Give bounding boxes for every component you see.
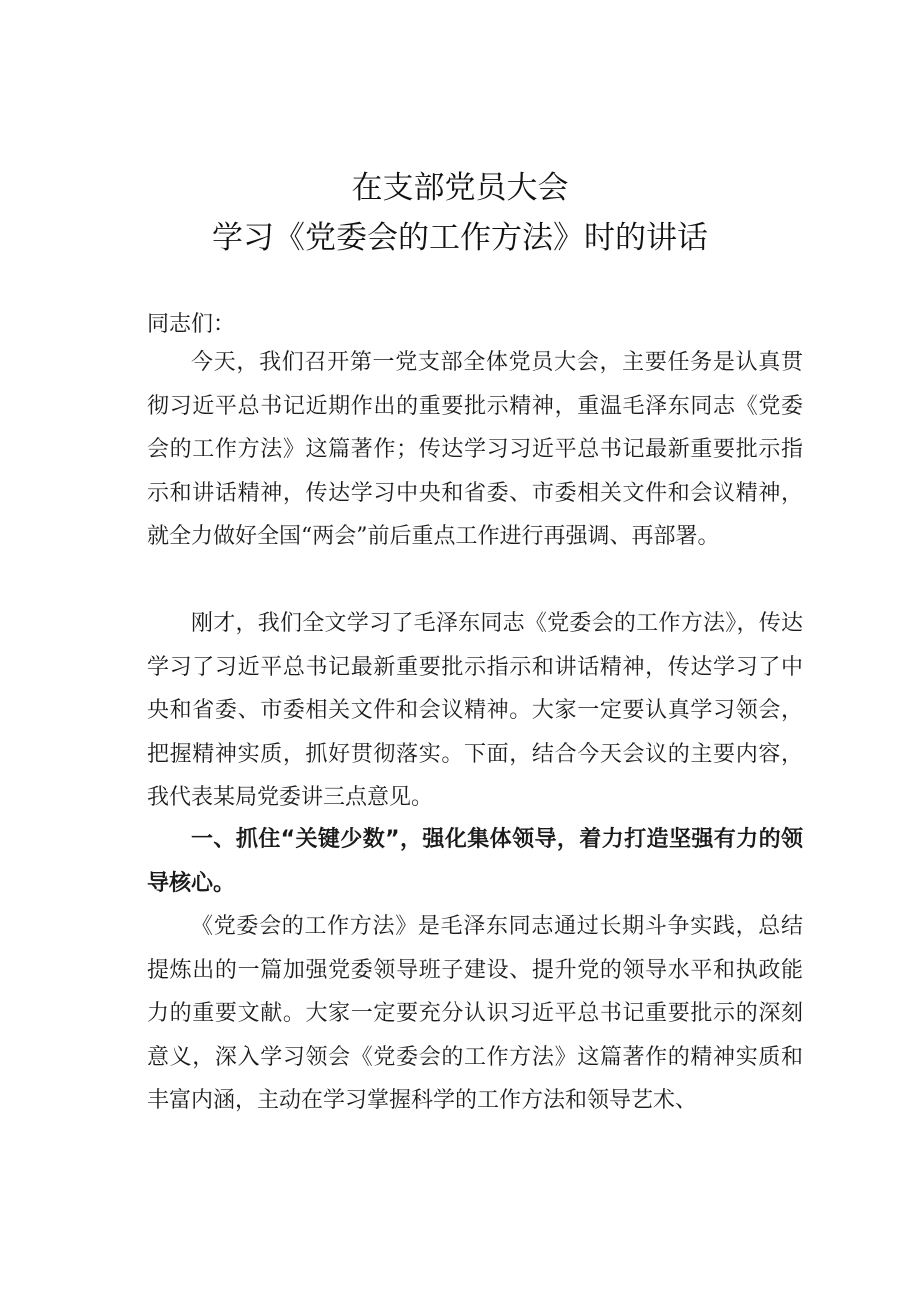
section-1-paragraph: 《党委会的工作方法》是毛泽东同志通过长期斗争实践，总结提炼出的一篇加强党委领导班子建设、提升党的领导水平和执政能力的重要文献。大家一定要充分认识习近平总书记重要批示的深刻意义，深入学习领会《党委会的工作方法》这篇著作的精神实质和丰富内涵，主动在学习掌握科学的工作方法和领导艺术、	[147, 914, 803, 1113]
document-title-line-2: 学习《党委会的工作方法》时的讲话	[212, 220, 708, 256]
salutation: 同志们：	[147, 312, 236, 337]
section-heading-1: 一、抓住“关键少数”，强化集体领导，着力打造坚强有力的领导核心。	[147, 827, 803, 896]
paragraph-opening: 今天，我们召开第一党支部全体党员大会，主要任务是认真贯彻习近平总书记近期作出的重要批示精神，重温毛泽东同志《党委会的工作方法》这篇著作；传达学习习近平总书记最新重要批示指示和讲话精神，传达学习中央和省委、市委相关文件和会议精神，就全力做好全国“两会”前后重点工作进行再强调、再部署。	[147, 350, 803, 549]
document-title-line-1: 在支部党员大会	[351, 170, 569, 206]
paragraph-summary: 刚才，我们全文学习了毛泽东同志《党委会的工作方法》，传达学习了习近平总书记最新重要批示指示和讲话精神，传达学习了中央和省委、市委相关文件和会议精神。大家一定要认真学习领会，把握精神实质，抓好贯彻落实。下面，结合今天会议的主要内容，我代表某局党委讲三点意见。	[147, 611, 803, 810]
